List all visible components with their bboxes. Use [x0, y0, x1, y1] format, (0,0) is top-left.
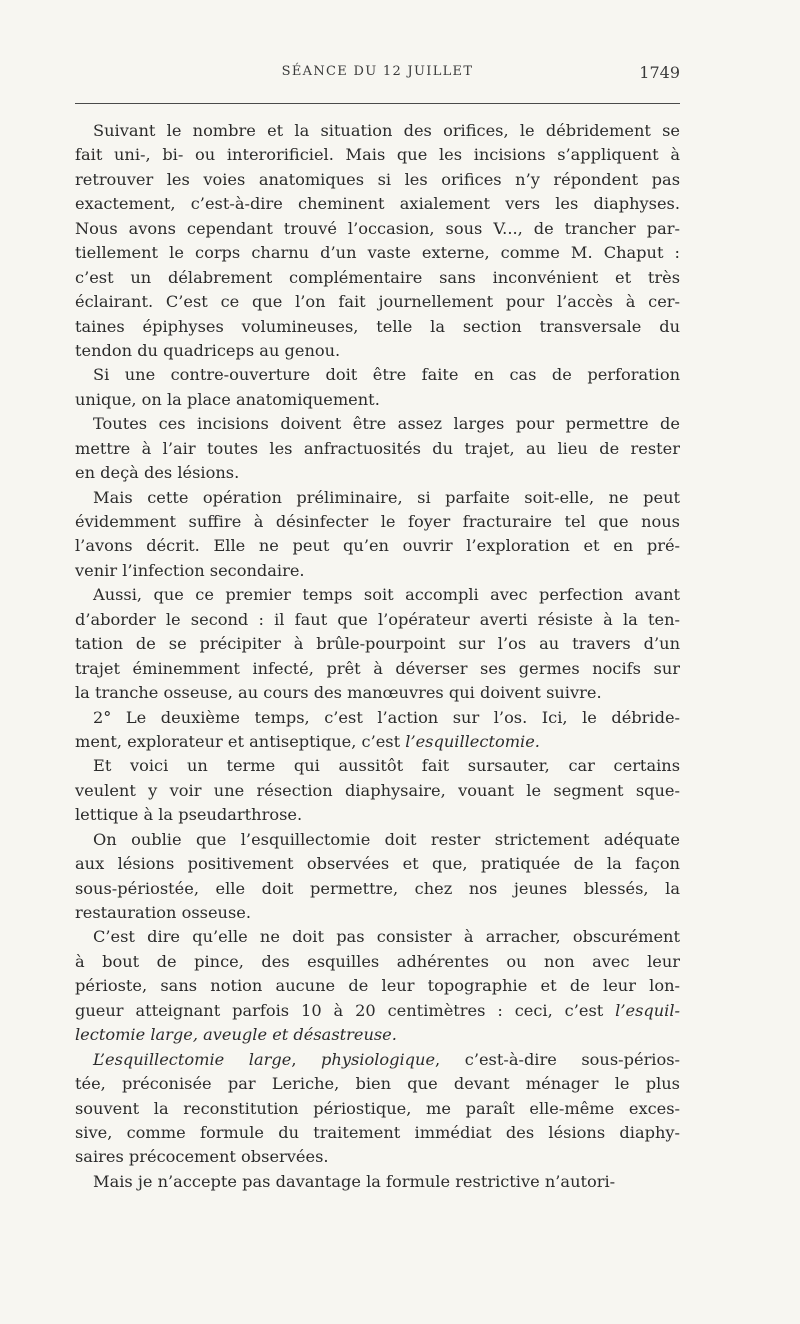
paragraph — [75, 828, 680, 926]
text-line: mettre à l’air toutes les anfractuosités du trajet, au lieu de rester — [75, 438, 680, 458]
text-line: périoste, sans notion aucune de leur topographie et de leur lon- — [75, 976, 680, 996]
text-line: évidemment suffire à désinfecter le foyer fracturaire tel que nous — [75, 512, 680, 531]
italic-term: l’esquillectomie. — [405, 731, 540, 751]
text-line: On oublie que l’esquillectomie doit rester strictement adéquate — [93, 829, 680, 849]
text-span: ment, explorateur et antiseptique, c’est — [75, 731, 406, 751]
paragraph — [75, 1170, 680, 1194]
italic-term: lectomie large, aveugle et désastreuse. — [75, 1025, 397, 1045]
italic-term: l’esquil- — [615, 1000, 680, 1020]
paragraph — [75, 754, 680, 827]
paragraph — [75, 925, 680, 1047]
text-line: retrouver les voies anatomiques si les orifices n’y répondent pas — [75, 169, 680, 189]
text-line: lettique à la pseudarthrose. — [75, 805, 303, 825]
text-line: aux lésions positivement observées et que, pratiquée de la façon — [75, 854, 680, 874]
text-line — [75, 1048, 680, 1072]
italic-term: physiologique — [321, 1049, 436, 1069]
paragraph — [75, 363, 680, 412]
text-line: C’est dire qu’elle ne doit pas consister à arracher, obscurément — [93, 927, 680, 947]
text-line: taines épiphyses volumineuses, telle la section transversale du — [75, 316, 680, 336]
text-line — [75, 1023, 680, 1047]
text-line: restauration osseuse. — [75, 903, 251, 922]
text-line — [75, 730, 680, 754]
header-rule — [75, 103, 680, 104]
italic-term: L’esquillectomie large — [93, 1049, 292, 1069]
body-text — [75, 119, 680, 1194]
text-line: souvent la reconstitution périostique, me paraît elle-même exces- — [75, 1098, 680, 1118]
text-line: Nous avons cependant trouvé l’occasion, sous V..., de trancher par- — [75, 218, 680, 238]
text-line: d’aborder le second : il faut que l’opérateur averti résiste à la ten- — [75, 609, 680, 629]
text-line: fait uni-, bi- ou interorificiel. Mais que les incisions s’appliquent à — [75, 145, 680, 165]
text-line: unique, on la place anatomiquement. — [75, 389, 380, 409]
text-line: trajet éminemment infecté, prêt à déverser ses germes nocifs sur — [75, 658, 680, 678]
paragraph — [75, 412, 680, 485]
text-line: en deçà des lésions. — [75, 463, 240, 483]
text-line: l’avons décrit. Elle ne peut qu’en ouvrir l’exploration et en pré- — [75, 536, 680, 556]
text-line: tation de se précipiter à brûle-pourpoint sur l’os au travers d’un — [75, 634, 680, 654]
text-line: tée, préconisée par Leriche, bien que devant ménager le plus — [75, 1074, 680, 1094]
text-line: Toutes ces incisions doivent être assez larges pour permettre de — [93, 414, 680, 434]
text-line: Mais je n’accepte pas davantage la formule restrictive n’autori- — [93, 1171, 616, 1191]
page-number: 1749 — [639, 63, 680, 82]
paragraph — [75, 486, 680, 584]
text-line: Aussi, que ce premier temps soit accompli avec perfection avant — [93, 585, 680, 605]
text-line: sous-périostée, elle doit permettre, chez nos jeunes blessés, la — [75, 878, 680, 898]
text-line: tiellement le corps charnu d’un vaste externe, comme M. Chaput : — [75, 243, 680, 263]
text-line: à bout de pince, des esquilles adhérentes ou non avec leur — [75, 951, 680, 971]
text-span: , — [291, 1049, 322, 1069]
text-line: exactement, c’est-à-dire cheminent axialement vers les diaphyses. — [75, 194, 680, 214]
paragraph — [75, 119, 680, 363]
text-line: veulent y voir une résection diaphysaire, vouant le segment sque- — [75, 780, 680, 800]
text-span: gueur atteignant parfois 10 à 20 centimètres : ceci, c’est — [75, 1000, 616, 1020]
text-line: saires précocement observées. — [75, 1147, 329, 1167]
paragraph — [75, 583, 680, 705]
text-line: Suivant le nombre et la situation des orifices, le débridement se — [93, 121, 680, 140]
text-line: Mais cette opération préliminaire, si parfaite soit-elle, ne peut — [93, 487, 680, 507]
text-line — [75, 999, 680, 1023]
text-line: 2° Le deuxième temps, c’est l’action sur l’os. Ici, le débride- — [93, 707, 680, 727]
page-header — [75, 64, 680, 90]
text-line: éclairant. C’est ce que l’on fait journellement pour l’accès à cer- — [75, 292, 680, 312]
running-title: SÉANCE DU 12 JUILLET — [281, 64, 474, 79]
text-line: tendon du quadriceps au genou. — [75, 340, 341, 360]
text-line: venir l’infection secondaire. — [75, 560, 305, 580]
text-line: c’est un délabrement complémentaire sans inconvénient et très — [75, 267, 680, 287]
text-span: , c’est-à-dire sous-périos- — [435, 1049, 681, 1069]
text-line: Et voici un terme qui aussitôt fait sursauter, car certains — [93, 756, 680, 776]
text-line: sive, comme formule du traitement immédiat des lésions diaphy- — [75, 1122, 680, 1142]
paragraph — [75, 1048, 680, 1170]
paragraph — [75, 706, 680, 755]
text-line: la tranche osseuse, au cours des manœuvres qui doivent suivre. — [75, 683, 602, 703]
text-line: Si une contre-ouverture doit être faite en cas de perforation — [93, 365, 680, 385]
